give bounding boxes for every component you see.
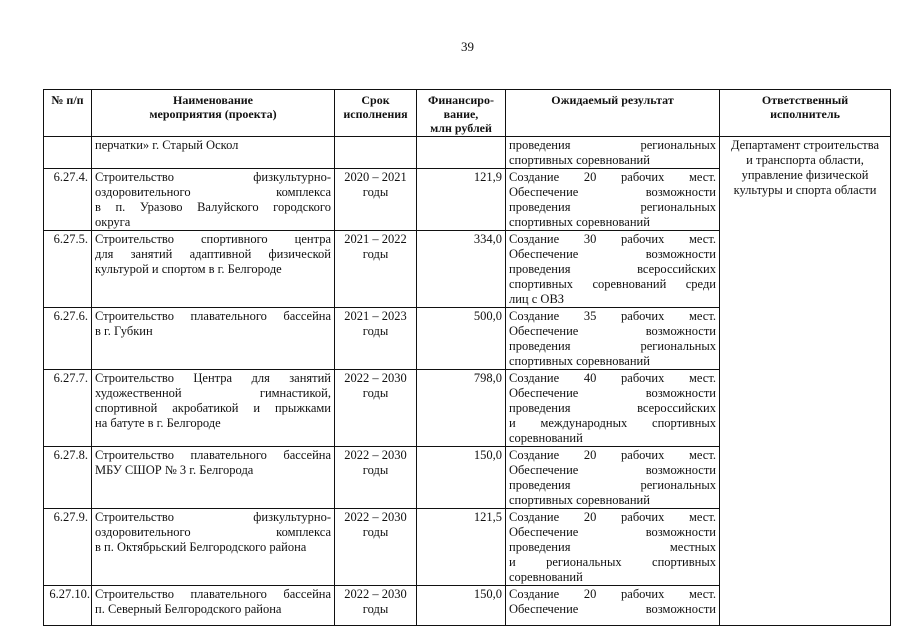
row-num	[44, 137, 92, 169]
row-term: 2022 – 2030 годы	[335, 370, 417, 447]
header-executor: Ответственный исполнитель	[720, 90, 891, 137]
row-name: Строительство физкультурно- оздоровительного комплекса в п. Октябрьский Белгородского района	[92, 509, 335, 586]
row-result: Создание 20 рабочих мест. Обеспечение возможности проведения региональных спортивных соревнований	[506, 447, 720, 509]
row-financing: 150,0	[417, 586, 506, 626]
row-name: перчатки» г. Старый Оскол	[92, 137, 335, 169]
row-financing	[417, 137, 506, 169]
row-result: проведения региональных спортивных соревнований	[506, 137, 720, 169]
row-num: 6.27.9.	[44, 509, 92, 586]
row-name: Строительство плавательного бассейна МБУ СШОР № 3 г. Белгорода	[92, 447, 335, 509]
row-financing: 500,0	[417, 308, 506, 370]
header-financing: Финансиро- вание, млн рублей	[417, 90, 506, 137]
table-header-row	[44, 90, 891, 137]
row-num: 6.27.4.	[44, 169, 92, 231]
row-term: 2022 – 2030 годы	[335, 586, 417, 626]
row-num: 6.27.10.	[44, 586, 92, 626]
header-result: Ожидаемый результат	[506, 90, 720, 137]
header-term: Срок исполнения	[335, 90, 417, 137]
row-num: 6.27.5.	[44, 231, 92, 308]
row-result: Создание 35 рабочих мест. Обеспечение возможности проведения региональных спортивных соревнований	[506, 308, 720, 370]
row-name: Строительство плавательного бассейна в г. Губкин	[92, 308, 335, 370]
row-term: 2021 – 2023 годы	[335, 308, 417, 370]
row-term: 2022 – 2030 годы	[335, 447, 417, 509]
row-num: 6.27.6.	[44, 308, 92, 370]
measures-table	[43, 89, 891, 626]
row-term: 2020 – 2021 годы	[335, 169, 417, 231]
row-financing: 798,0	[417, 370, 506, 447]
executor-cell: Департамент строительства и транспорта области, управление физической культуры и спорта области	[720, 137, 891, 626]
row-term: 2022 – 2030 годы	[335, 509, 417, 586]
row-financing: 334,0	[417, 231, 506, 308]
row-financing: 121,5	[417, 509, 506, 586]
row-result: Создание 40 рабочих мест. Обеспечение возможности проведения всероссийских и международных спортивных соревнований	[506, 370, 720, 447]
table-row	[44, 137, 891, 169]
header-name: Наименование мероприятия (проекта)	[92, 90, 335, 137]
page-cutoff	[0, 629, 905, 640]
header-num: № п/п	[44, 90, 92, 137]
row-result: Создание 30 рабочих мест. Обеспечение возможности проведения всероссийских спортивных соревнований среди лиц с ОВЗ	[506, 231, 720, 308]
row-term	[335, 137, 417, 169]
row-name: Строительство физкультурно- оздоровительного комплекса в п. Уразово Валуйского городского округа	[92, 169, 335, 231]
row-result: Создание 20 рабочих мест. Обеспечение возможности	[506, 586, 720, 626]
row-num: 6.27.7.	[44, 370, 92, 447]
row-result: Создание 20 рабочих мест. Обеспечение возможности проведения региональных спортивных соревнований	[506, 169, 720, 231]
row-num: 6.27.8.	[44, 447, 92, 509]
row-name: Строительство спортивного центра для занятий адаптивной физической культурой и спортом в г. Белгороде	[92, 231, 335, 308]
row-name: Строительство плавательного бассейна п. Северный Белгородского района	[92, 586, 335, 626]
row-name: Строительство Центра для занятий художественной гимнастикой, спортивной акробатикой и прыжками на батуте в г. Белгороде	[92, 370, 335, 447]
row-result: Создание 20 рабочих мест. Обеспечение возможности проведения местных и региональных спортивных соревнований	[506, 509, 720, 586]
row-financing: 150,0	[417, 447, 506, 509]
page-number: 39	[461, 39, 474, 54]
row-term: 2021 – 2022 годы	[335, 231, 417, 308]
row-financing: 121,9	[417, 169, 506, 231]
